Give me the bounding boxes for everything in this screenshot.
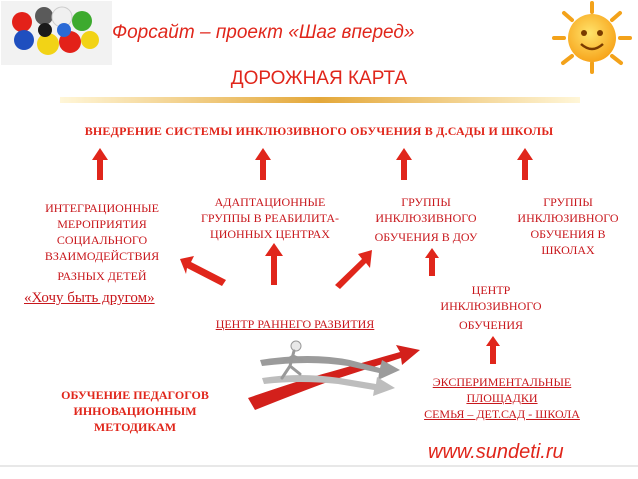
node-teachers: [40, 387, 230, 435]
runner-illustration-icon: [248, 341, 420, 410]
node-center-inclusive: [426, 282, 556, 333]
node-experimental: [402, 374, 602, 422]
node-integration-line: РАЗНЫХ ДЕТЕЙ: [57, 269, 147, 283]
node-teachers-line: ИННОВАЦИОННЫМ: [73, 404, 197, 418]
node-center-inclusive-line: ОБУЧЕНИЯ: [458, 318, 524, 332]
node-integration-line: ВЗАИМОДЕЙСТВИЯ: [44, 249, 160, 263]
node-adaptation-line: ГРУППЫ В РЕАБИЛИТА-: [200, 211, 340, 225]
node-integration-line: СОЦИАЛЬНОГО: [56, 233, 148, 247]
node-groups-school-line: ГРУППЫ: [543, 195, 593, 209]
node-groups-dou-line: ОБУЧЕНИЯ В ДОУ: [374, 230, 478, 244]
node-center-inclusive-line: ЦЕНТР: [471, 283, 511, 297]
logo-balls-icon: [1, 1, 112, 65]
node-groups-school-line: ИНКЛЮЗИВНОГО: [517, 211, 619, 225]
node-groups-school-line: ОБУЧЕНИЯ В: [530, 227, 606, 241]
node-early-center: ЦЕНТР РАННЕГО РАЗВИТИЯ: [215, 317, 375, 331]
node-integration: [22, 200, 182, 284]
node-teachers-line: ОБУЧЕНИЕ ПЕДАГОГОВ: [61, 388, 209, 402]
sun-mascot-icon: [554, 3, 630, 72]
node-integration-line: ИНТЕГРАЦИОННЫЕ: [45, 201, 159, 215]
website-link[interactable]: www.sundeti.ru: [428, 441, 564, 463]
node-experimental-line: ПЛОЩАДКИ: [466, 391, 538, 405]
node-integration-line: МЕРОПРИЯТИЯ: [57, 217, 147, 231]
node-groups-dou: [362, 194, 490, 245]
page-subtitle: ДОРОЖНАЯ КАРТА: [230, 68, 408, 89]
node-groups-school-line: ШКОЛАХ: [541, 243, 595, 257]
headline-arrows: [92, 148, 533, 180]
motto-text: «Хочу быть другом»: [24, 290, 155, 306]
node-experimental-line: СЕМЬЯ – ДЕТ.САД - ШКОЛА: [424, 407, 580, 421]
node-adaptation-line: АДАПТАЦИОННЫЕ: [214, 195, 326, 209]
node-adaptation: [180, 194, 360, 242]
page-title: Форсайт – проект «Шаг вперед»: [112, 22, 415, 43]
node-groups-dou-line: ИНКЛЮЗИВНОГО: [375, 211, 477, 225]
headline-goal: ВНЕДРЕНИЕ СИСТЕМЫ ИНКЛЮЗИВНОГО ОБУЧЕНИЯ В Д.САДЫ И ШКОЛЫ: [84, 124, 554, 138]
gold-divider-line: [60, 97, 580, 103]
node-groups-dou-line: ГРУППЫ: [401, 195, 451, 209]
node-adaptation-line: ЦИОННЫХ ЦЕНТРАХ: [210, 227, 330, 241]
node-teachers-line: МЕТОДИКАМ: [93, 420, 177, 434]
node-center-inclusive-line: ИНКЛЮЗИВНОГО: [440, 299, 542, 313]
node-experimental-line: ЭКСПЕРИМЕНТАЛЬНЫЕ: [432, 375, 572, 389]
node-groups-school: [503, 194, 633, 258]
